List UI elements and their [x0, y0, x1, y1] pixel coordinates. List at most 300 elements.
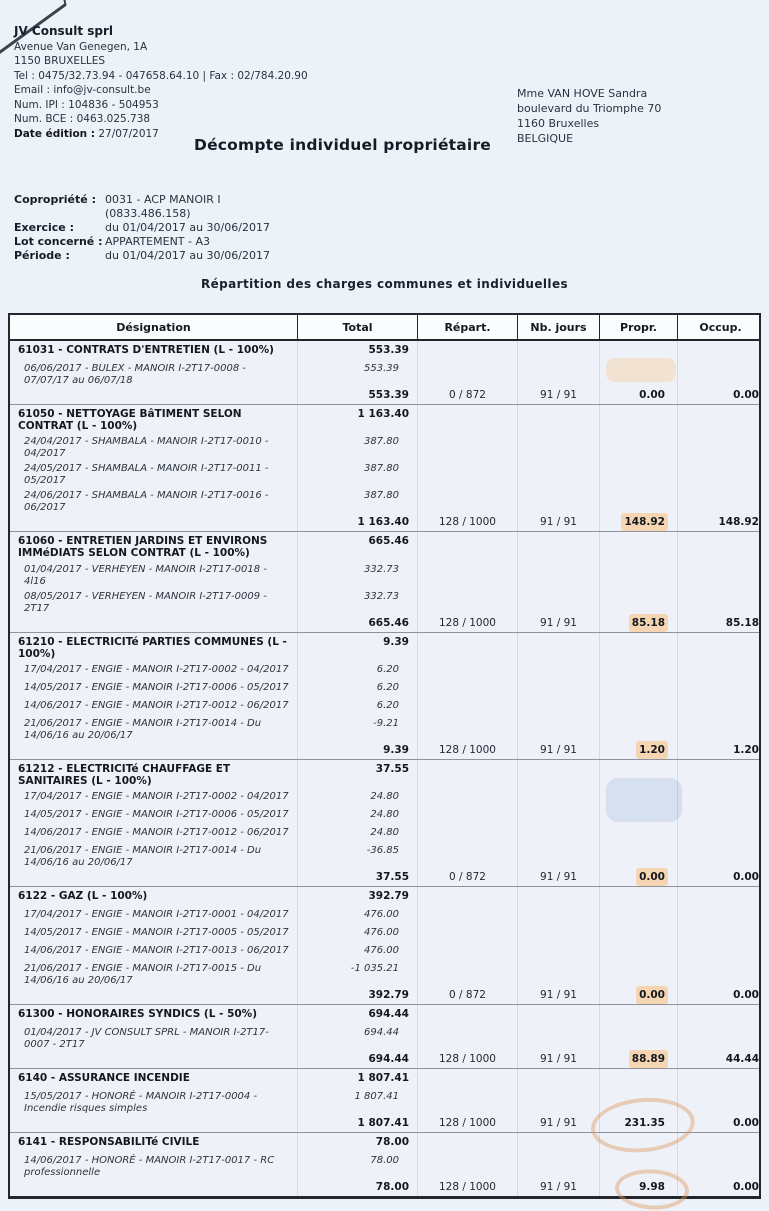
empty-cell	[677, 841, 763, 868]
company-address-line: Num. BCE : 0463.025.738	[14, 113, 151, 125]
empty-cell	[517, 633, 599, 660]
summary-row	[10, 741, 759, 759]
total-cell: 553.39	[297, 386, 417, 404]
detail-amount-cell: 6.20	[297, 696, 417, 714]
empty-cell	[517, 486, 599, 513]
detail-designation-cell: 08/05/2017 - VERHEYEN - MANOIR I-2T17-0009 - 2T17	[24, 591, 267, 614]
total-cell: 37.55	[297, 868, 417, 886]
section-head-row	[10, 1069, 759, 1087]
detail-designation-cell: 14/06/2017 - HONORÉ - MANOIR I-2T17-0017 - RC professionnelle	[24, 1155, 275, 1178]
empty-cell	[517, 959, 599, 986]
detail-designation-cell: 24/05/2017 - SHAMBALA - MANOIR I-2T17-0011 - 05/2017	[24, 463, 269, 486]
empty-cell	[599, 560, 677, 587]
detail-row	[10, 587, 759, 614]
repart-cell: 0 / 872	[417, 386, 517, 404]
empty-cell	[677, 1087, 763, 1114]
recipient-line: boulevard du Triomphe 70	[517, 102, 662, 115]
empty-cell	[677, 486, 763, 513]
empty-cell	[417, 1087, 517, 1114]
column-header-total: Total	[297, 315, 417, 339]
propr-cell	[599, 1050, 677, 1068]
info-label: Lot concerné :	[14, 235, 103, 248]
empty-cell	[677, 1133, 763, 1151]
detail-row	[10, 923, 759, 941]
empty-cell	[517, 714, 599, 741]
empty-cell	[417, 823, 517, 841]
detail-designation-cell: 14/05/2017 - ENGIE - MANOIR I-2T17-0005 - 05/2017	[24, 927, 289, 938]
empty-cell	[417, 486, 517, 513]
empty-cell	[517, 1133, 599, 1151]
occup-cell: 0.00	[677, 986, 763, 1004]
empty-cell	[417, 1151, 517, 1178]
section-head-row	[10, 405, 759, 432]
empty-cell	[517, 1069, 599, 1087]
designation-cell	[10, 614, 297, 617]
empty-cell	[517, 587, 599, 614]
propr-cell	[599, 614, 677, 632]
detail-row	[10, 696, 759, 714]
repart-cell: 0 / 872	[417, 986, 517, 1004]
info-value: APPARTEMENT - A3	[105, 235, 210, 248]
empty-cell	[599, 841, 677, 868]
empty-cell	[517, 760, 599, 787]
empty-cell	[599, 405, 677, 432]
empty-cell	[417, 359, 517, 386]
detail-amount-cell: 553.39	[297, 359, 417, 386]
empty-cell	[517, 787, 599, 805]
empty-cell	[517, 887, 599, 905]
empty-cell	[677, 923, 763, 941]
repart-cell: 128 / 1000	[417, 741, 517, 759]
charge-section	[10, 1068, 759, 1132]
summary-row	[10, 1114, 759, 1132]
detail-amount-cell: 6.20	[297, 660, 417, 678]
empty-cell	[599, 959, 677, 986]
designation-cell	[10, 386, 297, 389]
empty-cell	[677, 760, 763, 787]
detail-amount-cell: 6.20	[297, 678, 417, 696]
empty-cell	[517, 560, 599, 587]
empty-cell	[599, 823, 677, 841]
propr-value: 0.00	[639, 989, 665, 1001]
empty-cell	[599, 587, 677, 614]
empty-cell	[599, 633, 677, 660]
empty-cell	[417, 714, 517, 741]
empty-cell	[599, 787, 677, 805]
detail-designation-cell: 14/06/2017 - ENGIE - MANOIR I-2T17-0013 - 06/2017	[24, 945, 289, 956]
empty-cell	[599, 905, 677, 923]
empty-cell	[599, 805, 677, 823]
detail-row	[10, 432, 759, 459]
column-header-designation: Désignation	[116, 321, 191, 334]
company-address	[14, 40, 308, 127]
designation-cell	[10, 1050, 297, 1053]
date-edition-value: 27/07/2017	[98, 127, 159, 140]
empty-cell	[599, 1023, 677, 1050]
detail-designation-cell: 14/05/2017 - ENGIE - MANOIR I-2T17-0006 - 05/2017	[24, 682, 289, 693]
detail-amount-cell: 332.73	[297, 587, 417, 614]
occup-cell: 148.92	[677, 513, 763, 531]
occup-cell: 0.00	[677, 1114, 763, 1132]
charge-section	[10, 404, 759, 531]
detail-designation-cell: 17/04/2017 - ENGIE - MANOIR I-2T17-0002 - 04/2017	[24, 664, 289, 675]
empty-cell	[417, 1005, 517, 1023]
detail-designation-cell: 24/04/2017 - SHAMBALA - MANOIR I-2T17-0010 - 04/2017	[24, 436, 269, 459]
empty-cell	[677, 887, 763, 905]
company-address-line: Num. IPI : 104836 - 504953	[14, 98, 159, 111]
nbjours-cell: 91 / 91	[517, 868, 599, 886]
detail-designation-cell: 14/06/2017 - ENGIE - MANOIR I-2T17-0012 - 06/2017	[24, 700, 289, 711]
empty-cell	[677, 787, 763, 805]
empty-cell	[677, 633, 763, 660]
info-label: Exercice :	[14, 221, 74, 234]
detail-designation-cell: 21/06/2017 - ENGIE - MANOIR I-2T17-0015 - Du 14/06/16 au 20/06/17	[24, 963, 262, 986]
repart-cell: 128 / 1000	[417, 1114, 517, 1132]
empty-cell	[417, 678, 517, 696]
detail-designation-cell: 21/06/2017 - ENGIE - MANOIR I-2T17-0014 - Du 14/06/16 au 20/06/17	[24, 718, 262, 741]
amount-cell: 1 163.40	[297, 405, 417, 432]
empty-cell	[677, 1151, 763, 1178]
empty-cell	[417, 959, 517, 986]
total-cell: 665.46	[297, 614, 417, 632]
designation-cell: 61300 - HONORAIRES SYNDICS (L - 50%)	[18, 1008, 258, 1020]
detail-amount-cell: 476.00	[297, 905, 417, 923]
propr-cell	[599, 1114, 677, 1132]
designation-cell: 61050 - NETTOYAGE BâTIMENT SELON CONTRAT (L - 100%)	[18, 408, 242, 432]
designation-cell	[10, 1178, 297, 1181]
designation-cell	[10, 986, 297, 989]
empty-cell	[417, 787, 517, 805]
detail-designation-cell: 14/05/2017 - ENGIE - MANOIR I-2T17-0006 - 05/2017	[24, 809, 289, 820]
empty-cell	[677, 805, 763, 823]
detail-amount-cell: -1 035.21	[297, 959, 417, 986]
section-head-row	[10, 1005, 759, 1023]
empty-cell	[517, 678, 599, 696]
detail-amount-cell: 387.80	[297, 459, 417, 486]
occup-cell: 44.44	[677, 1050, 763, 1068]
designation-cell: 6140 - ASSURANCE INCENDIE	[18, 1072, 190, 1084]
amount-cell: 9.39	[297, 633, 417, 660]
detail-amount-cell: 1 807.41	[297, 1087, 417, 1114]
empty-cell	[517, 841, 599, 868]
detail-designation-cell: 24/06/2017 - SHAMBALA - MANOIR I-2T17-0016 - 06/2017	[24, 490, 269, 513]
detail-amount-cell: -36.85	[297, 841, 417, 868]
detail-amount-cell: 24.80	[297, 787, 417, 805]
total-cell: 1 807.41	[297, 1114, 417, 1132]
info-label: Copropriété :	[14, 193, 96, 206]
designation-cell	[10, 741, 297, 744]
recipient-line: 1160 Bruxelles	[517, 117, 600, 130]
empty-cell	[677, 359, 763, 386]
detail-amount-cell: 387.80	[297, 432, 417, 459]
company-address-line: Tel : 0475/32.73.94 - 047658.64.10 | Fax : 02/784.20.90	[14, 69, 308, 82]
empty-cell	[517, 405, 599, 432]
charge-section	[10, 759, 759, 886]
empty-cell	[677, 341, 763, 359]
nbjours-cell: 91 / 91	[517, 1050, 599, 1068]
detail-row	[10, 678, 759, 696]
empty-cell	[599, 1151, 677, 1178]
company-name: JV Consult sprl	[14, 24, 113, 38]
recipient-line: Mme VAN HOVE Sandra	[517, 87, 648, 100]
total-cell: 694.44	[297, 1050, 417, 1068]
company-address-line: Email : info@jv-consult.be	[14, 84, 151, 96]
empty-cell	[417, 760, 517, 787]
charge-section	[10, 531, 759, 632]
empty-cell	[517, 923, 599, 941]
info-row-periode	[14, 249, 270, 263]
propr-value: 231.35	[624, 1117, 665, 1129]
empty-cell	[599, 1005, 677, 1023]
company-block	[14, 24, 308, 141]
nbjours-cell: 91 / 91	[517, 614, 599, 632]
repart-cell: 128 / 1000	[417, 614, 517, 632]
detail-amount-cell: -9.21	[297, 714, 417, 741]
date-edition-label: Date édition :	[14, 127, 95, 140]
detail-row	[10, 1023, 759, 1050]
summary-row	[10, 614, 759, 632]
empty-cell	[599, 1069, 677, 1087]
empty-cell	[417, 805, 517, 823]
nbjours-cell: 91 / 91	[517, 1114, 599, 1132]
detail-amount-cell: 476.00	[297, 923, 417, 941]
amount-cell: 392.79	[297, 887, 417, 905]
empty-cell	[599, 432, 677, 459]
empty-cell	[417, 1023, 517, 1050]
empty-cell	[599, 1133, 677, 1151]
info-value: du 01/04/2017 au 30/06/2017	[105, 249, 270, 262]
amount-cell: 37.55	[297, 760, 417, 787]
detail-designation-cell: 06/06/2017 - BULEX - MANOIR I-2T17-0008 - 07/07/17 au 06/07/18	[24, 363, 246, 386]
total-cell: 1 163.40	[297, 513, 417, 531]
column-header-occup: Occup.	[677, 315, 763, 339]
amount-cell: 1 807.41	[297, 1069, 417, 1087]
column-header-propr: Propr.	[599, 315, 677, 339]
empty-cell	[677, 587, 763, 614]
propr-value: 85.18	[631, 617, 665, 629]
empty-cell	[599, 696, 677, 714]
detail-designation-cell: 17/04/2017 - ENGIE - MANOIR I-2T17-0001 - 04/2017	[24, 909, 289, 920]
column-header-nbjours: Nb. jours	[517, 315, 599, 339]
empty-cell	[599, 532, 677, 560]
empty-cell	[417, 1133, 517, 1151]
summary-row	[10, 1050, 759, 1068]
total-cell: 9.39	[297, 741, 417, 759]
propr-value: 9.98	[639, 1181, 665, 1193]
empty-cell	[677, 823, 763, 841]
nbjours-cell: 91 / 91	[517, 386, 599, 404]
detail-row	[10, 660, 759, 678]
empty-cell	[677, 560, 763, 587]
empty-cell	[599, 887, 677, 905]
designation-cell: 61212 - ELECTRICITé CHAUFFAGE ET SANITAIRES (L - 100%)	[18, 763, 231, 787]
empty-cell	[417, 905, 517, 923]
propr-cell	[599, 741, 677, 759]
empty-cell	[417, 587, 517, 614]
amount-cell: 665.46	[297, 532, 417, 560]
detail-designation-cell: 01/04/2017 - VERHEYEN - MANOIR I-2T17-0018 - 4l16	[24, 564, 267, 587]
designation-cell	[10, 513, 297, 516]
propr-value: 148.92	[624, 516, 665, 528]
section-head-row	[10, 341, 759, 359]
section-heading: Répartition des charges communes et individuelles	[200, 277, 569, 291]
section-head-row	[10, 760, 759, 787]
info-row-copropriete	[14, 193, 270, 221]
nbjours-cell: 91 / 91	[517, 741, 599, 759]
detail-row	[10, 1087, 759, 1114]
propr-cell	[599, 1178, 677, 1196]
empty-cell	[677, 1023, 763, 1050]
empty-cell	[599, 923, 677, 941]
total-cell: 78.00	[297, 1178, 417, 1196]
section-head-row	[10, 532, 759, 560]
propr-cell	[599, 386, 677, 404]
detail-row	[10, 486, 759, 513]
detail-row	[10, 805, 759, 823]
charge-section	[10, 341, 759, 404]
occup-cell: 85.18	[677, 614, 763, 632]
detail-amount-cell: 24.80	[297, 823, 417, 841]
empty-cell	[677, 660, 763, 678]
empty-cell	[417, 633, 517, 660]
occup-cell: 0.00	[677, 868, 763, 886]
empty-cell	[517, 696, 599, 714]
designation-cell: 61031 - CONTRATS D'ENTRETIEN (L - 100%)	[18, 344, 274, 356]
detail-row	[10, 560, 759, 587]
summary-row	[10, 1178, 759, 1196]
detail-amount-cell: 694.44	[297, 1023, 417, 1050]
empty-cell	[677, 432, 763, 459]
amount-cell: 553.39	[297, 341, 417, 359]
info-row-lot	[14, 235, 270, 249]
empty-cell	[599, 678, 677, 696]
empty-cell	[599, 486, 677, 513]
empty-cell	[517, 341, 599, 359]
designation-cell: 61060 - ENTRETIEN JARDINS ET ENVIRONS IMMéDIATS SELON CONTRAT (L - 100%)	[18, 535, 268, 559]
empty-cell	[677, 678, 763, 696]
detail-amount-cell: 24.80	[297, 805, 417, 823]
empty-cell	[599, 459, 677, 486]
repart-cell: 128 / 1000	[417, 513, 517, 531]
info-row-exercice	[14, 221, 270, 235]
empty-cell	[417, 887, 517, 905]
detail-row	[10, 1151, 759, 1178]
detail-designation-cell: 17/04/2017 - ENGIE - MANOIR I-2T17-0002 - 04/2017	[24, 791, 289, 802]
empty-cell	[677, 905, 763, 923]
empty-cell	[417, 923, 517, 941]
nbjours-cell: 91 / 91	[517, 986, 599, 1004]
table-header	[10, 315, 759, 341]
empty-cell	[517, 805, 599, 823]
detail-designation-cell: 15/05/2017 - HONORÉ - MANOIR I-2T17-0004 - Incendie risques simples	[24, 1091, 258, 1114]
empty-cell	[599, 341, 677, 359]
company-address-line: Avenue Van Genegen, 1A	[14, 40, 148, 53]
detail-designation-cell: 21/06/2017 - ENGIE - MANOIR I-2T17-0014 - Du 14/06/16 au 20/06/17	[24, 845, 262, 868]
section-head-row	[10, 1133, 759, 1151]
empty-cell	[677, 714, 763, 741]
total-cell: 392.79	[297, 986, 417, 1004]
empty-cell	[417, 341, 517, 359]
charge-section	[10, 1132, 759, 1196]
summary-row	[10, 868, 759, 886]
detail-row	[10, 359, 759, 386]
propr-value: 1.20	[639, 744, 665, 756]
info-label: Période :	[14, 249, 70, 262]
empty-cell	[677, 532, 763, 560]
propr-cell	[599, 513, 677, 531]
empty-cell	[517, 905, 599, 923]
empty-cell	[517, 359, 599, 386]
detail-row	[10, 787, 759, 805]
empty-cell	[677, 959, 763, 986]
empty-cell	[417, 941, 517, 959]
nbjours-cell: 91 / 91	[517, 513, 599, 531]
empty-cell	[677, 696, 763, 714]
charge-section	[10, 886, 759, 1004]
detail-row	[10, 714, 759, 741]
info-value-line: (0833.486.158)	[105, 207, 191, 220]
designation-cell	[10, 868, 297, 871]
propr-value: 88.89	[631, 1053, 665, 1065]
amount-cell: 78.00	[297, 1133, 417, 1151]
recipient-line: BELGIQUE	[517, 132, 574, 145]
empty-cell	[517, 1023, 599, 1050]
company-address-line: 1150 BRUXELLES	[14, 55, 106, 67]
designation-cell: 61210 - ELECTRICITé PARTIES COMMUNES (L - 100%)	[18, 636, 287, 660]
empty-cell	[517, 532, 599, 560]
table-body	[10, 341, 759, 1196]
empty-cell	[417, 432, 517, 459]
empty-cell	[677, 459, 763, 486]
detail-row	[10, 841, 759, 868]
charge-section	[10, 632, 759, 759]
empty-cell	[517, 1087, 599, 1114]
detail-amount-cell: 476.00	[297, 941, 417, 959]
info-block	[14, 193, 270, 263]
detail-row	[10, 905, 759, 923]
repart-cell: 0 / 872	[417, 868, 517, 886]
detail-amount-cell: 78.00	[297, 1151, 417, 1178]
section-head-row	[10, 887, 759, 905]
detail-row	[10, 823, 759, 841]
detail-row	[10, 941, 759, 959]
detail-designation-cell: 01/04/2017 - JV CONSULT SPRL - MANOIR I-2T17-0007 - 2T17	[24, 1027, 269, 1050]
amount-cell: 694.44	[297, 1005, 417, 1023]
propr-cell	[599, 986, 677, 1004]
occup-cell: 0.00	[677, 386, 763, 404]
designation-cell: 6122 - GAZ (L - 100%)	[18, 890, 148, 902]
empty-cell	[417, 560, 517, 587]
propr-value: 0.00	[639, 389, 665, 401]
info-value: du 01/04/2017 au 30/06/2017	[105, 221, 270, 234]
info-value	[105, 193, 270, 221]
empty-cell	[517, 432, 599, 459]
charges-table	[8, 313, 761, 1199]
empty-cell	[677, 941, 763, 959]
detail-amount-cell: 387.80	[297, 486, 417, 513]
repart-cell: 128 / 1000	[417, 1050, 517, 1068]
empty-cell	[599, 660, 677, 678]
empty-cell	[517, 459, 599, 486]
nbjours-cell: 91 / 91	[517, 1178, 599, 1196]
section-head-row	[10, 633, 759, 660]
propr-cell	[599, 868, 677, 886]
occup-cell: 0.00	[677, 1178, 763, 1196]
empty-cell	[517, 941, 599, 959]
empty-cell	[517, 1151, 599, 1178]
empty-cell	[517, 1005, 599, 1023]
empty-cell	[417, 459, 517, 486]
